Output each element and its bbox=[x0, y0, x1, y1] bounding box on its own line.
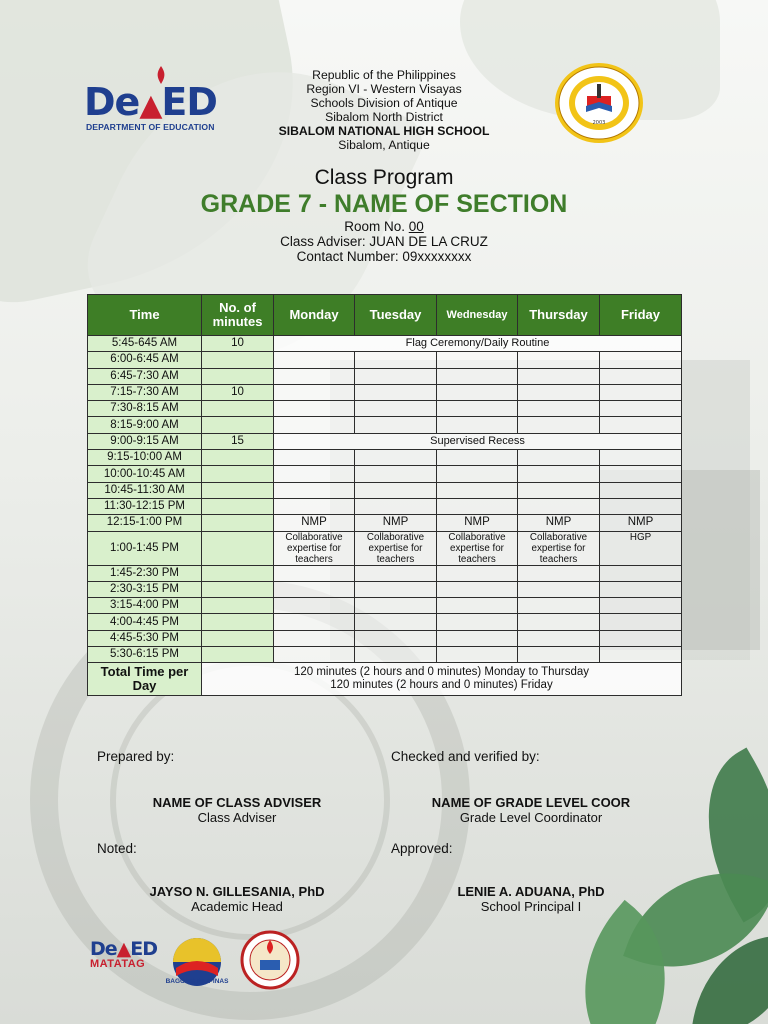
day-cell bbox=[355, 565, 437, 581]
table-row bbox=[88, 384, 682, 400]
day-cell bbox=[600, 581, 682, 597]
academic-head-role: Academic Head bbox=[191, 899, 283, 914]
class-adviser: Class Adviser: JUAN DE LA CRUZ bbox=[280, 234, 488, 249]
table-row bbox=[88, 598, 682, 614]
day-cell bbox=[600, 368, 682, 384]
table-row bbox=[88, 482, 682, 498]
day-cell bbox=[274, 565, 355, 581]
day-cell bbox=[518, 498, 600, 514]
deped-matatag-logo: De▲ED MATATAG bbox=[90, 938, 160, 986]
day-cell bbox=[600, 401, 682, 417]
time-cell: 3:15-4:00 PM bbox=[88, 598, 202, 614]
minutes-cell bbox=[202, 515, 274, 531]
column-header: No. of minutes bbox=[202, 295, 274, 336]
day-cell bbox=[355, 368, 437, 384]
minutes-cell bbox=[202, 352, 274, 368]
minutes-cell bbox=[202, 466, 274, 482]
minutes-cell bbox=[202, 647, 274, 663]
school-location: Sibalom, Antique bbox=[338, 138, 430, 152]
day-cell bbox=[437, 450, 518, 466]
academic-head-signature bbox=[97, 884, 377, 914]
class-info bbox=[0, 219, 768, 264]
day-cell bbox=[600, 498, 682, 514]
column-header: Tuesday bbox=[355, 295, 437, 336]
day-cell bbox=[355, 630, 437, 646]
time-cell: 7:15-7:30 AM bbox=[88, 384, 202, 400]
principal-name: LENIE A. ADUANA, PhD bbox=[457, 884, 605, 899]
table-row bbox=[88, 417, 682, 433]
minutes-cell bbox=[202, 581, 274, 597]
day-cell bbox=[355, 384, 437, 400]
day-cell bbox=[274, 368, 355, 384]
day-cell bbox=[355, 401, 437, 417]
day-cell bbox=[518, 352, 600, 368]
minutes-cell: 10 bbox=[202, 384, 274, 400]
day-cell bbox=[518, 614, 600, 630]
day-cell bbox=[600, 384, 682, 400]
table-row bbox=[88, 466, 682, 482]
day-cell bbox=[355, 498, 437, 514]
column-header: Monday bbox=[274, 295, 355, 336]
day-cell bbox=[355, 647, 437, 663]
minutes-cell bbox=[202, 368, 274, 384]
day-cell: Collaborative expertise for teachers bbox=[518, 531, 600, 565]
day-cell bbox=[437, 581, 518, 597]
time-cell: 9:15-10:00 AM bbox=[88, 450, 202, 466]
total-label: Total Time per Day bbox=[88, 663, 202, 696]
day-cell bbox=[437, 630, 518, 646]
table-row bbox=[88, 515, 682, 531]
day-cell bbox=[518, 466, 600, 482]
total-line: 120 minutes (2 hours and 0 minutes) Friday bbox=[330, 679, 553, 692]
day-cell bbox=[274, 384, 355, 400]
time-cell: 5:30-6:15 PM bbox=[88, 647, 202, 663]
day-cell bbox=[600, 614, 682, 630]
school-header bbox=[230, 68, 538, 152]
table-row bbox=[88, 450, 682, 466]
day-cell bbox=[274, 614, 355, 630]
header-line: Republic of the Philippines bbox=[312, 68, 456, 82]
minutes-cell bbox=[202, 614, 274, 630]
day-cell: NMP bbox=[600, 515, 682, 531]
coordinator-role: Grade Level Coordinator bbox=[459, 810, 603, 825]
time-cell: 10:00-10:45 AM bbox=[88, 466, 202, 482]
column-header: Thursday bbox=[518, 295, 600, 336]
column-header: Time bbox=[88, 295, 202, 336]
day-cell bbox=[274, 647, 355, 663]
table-row bbox=[88, 433, 682, 449]
day-cell bbox=[518, 482, 600, 498]
school-name: SIBALOM NATIONAL HIGH SCHOOL bbox=[278, 124, 490, 138]
day-cell bbox=[518, 417, 600, 433]
total-row bbox=[88, 663, 682, 696]
day-cell bbox=[437, 352, 518, 368]
day-cell bbox=[355, 352, 437, 368]
coordinator-signature bbox=[390, 795, 672, 825]
day-cell bbox=[600, 630, 682, 646]
table-row bbox=[88, 630, 682, 646]
noted-label: Noted: bbox=[97, 841, 137, 856]
activity-span-cell: Flag Ceremony/Daily Routine bbox=[274, 336, 682, 352]
day-cell bbox=[274, 598, 355, 614]
day-cell bbox=[437, 498, 518, 514]
minutes-cell bbox=[202, 417, 274, 433]
adviser-name: NAME OF CLASS ADVISER bbox=[152, 795, 322, 810]
day-cell: NMP bbox=[437, 515, 518, 531]
day-cell bbox=[355, 466, 437, 482]
day-cell bbox=[437, 565, 518, 581]
time-cell: 4:45-5:30 PM bbox=[88, 630, 202, 646]
table-row bbox=[88, 352, 682, 368]
academic-head-name: JAYSO N. GILLESANIA, PhD bbox=[149, 884, 325, 899]
day-cell: Collaborative expertise for teachers bbox=[437, 531, 518, 565]
minutes-cell bbox=[202, 565, 274, 581]
day-cell bbox=[355, 417, 437, 433]
day-cell bbox=[274, 466, 355, 482]
time-cell: 10:45-11:30 AM bbox=[88, 482, 202, 498]
day-cell bbox=[600, 417, 682, 433]
day-cell bbox=[437, 466, 518, 482]
day-cell bbox=[518, 368, 600, 384]
day-cell: NMP bbox=[518, 515, 600, 531]
day-cell: HGP bbox=[600, 531, 682, 565]
day-cell bbox=[518, 401, 600, 417]
header-line: Region VI - Western Visayas bbox=[306, 82, 462, 96]
svg-text:2003: 2003 bbox=[592, 120, 606, 126]
matatag-label: MATATAG bbox=[90, 958, 146, 970]
school-seal-logo bbox=[554, 62, 644, 144]
division-seal-logo bbox=[240, 930, 300, 990]
day-cell bbox=[355, 450, 437, 466]
deped-subtitle: DEPARTMENT OF EDUCATION bbox=[86, 122, 215, 132]
principal-signature bbox=[390, 884, 672, 914]
day-cell bbox=[600, 647, 682, 663]
day-cell bbox=[274, 352, 355, 368]
table-header-row bbox=[88, 295, 682, 336]
day-cell: NMP bbox=[274, 515, 355, 531]
day-cell bbox=[518, 647, 600, 663]
day-cell bbox=[600, 450, 682, 466]
table-row bbox=[88, 336, 682, 352]
day-cell bbox=[355, 482, 437, 498]
minutes-cell bbox=[202, 498, 274, 514]
table-row bbox=[88, 614, 682, 630]
time-cell: 9:00-9:15 AM bbox=[88, 433, 202, 449]
column-header: Friday bbox=[600, 295, 682, 336]
day-cell: Collaborative expertise for teachers bbox=[355, 531, 437, 565]
class-program-table bbox=[87, 294, 682, 696]
day-cell bbox=[600, 352, 682, 368]
time-cell: 1:00-1:45 PM bbox=[88, 531, 202, 565]
minutes-cell: 15 bbox=[202, 433, 274, 449]
table-row bbox=[88, 498, 682, 514]
day-cell bbox=[274, 630, 355, 646]
minutes-cell bbox=[202, 482, 274, 498]
day-cell bbox=[274, 401, 355, 417]
header-line: Sibalom North District bbox=[325, 110, 443, 124]
approved-label: Approved: bbox=[391, 841, 453, 856]
table-row bbox=[88, 401, 682, 417]
header-line: Schools Division of Antique bbox=[310, 96, 458, 110]
coordinator-name: NAME OF GRADE LEVEL COOR bbox=[431, 795, 631, 810]
minutes-cell bbox=[202, 401, 274, 417]
day-cell bbox=[355, 598, 437, 614]
day-cell bbox=[274, 581, 355, 597]
day-cell bbox=[518, 565, 600, 581]
bagong-pilipinas-label: BAGONG PILIPINAS bbox=[165, 978, 229, 985]
deped-logo: De▲ED DEPARTMENT OF EDUCATION bbox=[84, 76, 244, 136]
checked-label: Checked and verified by: bbox=[391, 749, 540, 764]
day-cell bbox=[437, 417, 518, 433]
prepared-label: Prepared by: bbox=[97, 749, 175, 764]
total-line: 120 minutes (2 hours and 0 minutes) Monday to Thursday bbox=[293, 666, 590, 679]
day-cell bbox=[518, 598, 600, 614]
day-cell bbox=[600, 565, 682, 581]
minutes-cell: 10 bbox=[202, 336, 274, 352]
minutes-cell bbox=[202, 630, 274, 646]
time-cell: 12:15-1:00 PM bbox=[88, 515, 202, 531]
day-cell bbox=[600, 482, 682, 498]
day-cell bbox=[518, 384, 600, 400]
table-row bbox=[88, 531, 682, 565]
room-label: Room No. bbox=[344, 219, 405, 234]
column-header: Wednesday bbox=[437, 295, 518, 336]
time-cell: 4:00-4:45 PM bbox=[88, 614, 202, 630]
time-cell: 6:00-6:45 AM bbox=[88, 352, 202, 368]
day-cell bbox=[355, 614, 437, 630]
torch-icon bbox=[150, 64, 172, 86]
day-cell bbox=[274, 482, 355, 498]
day-cell bbox=[437, 598, 518, 614]
day-cell bbox=[274, 417, 355, 433]
contact-number: Contact Number: 09xxxxxxxx bbox=[296, 249, 472, 264]
total-summary bbox=[202, 663, 682, 696]
document-title: Class Program bbox=[314, 166, 454, 189]
day-cell bbox=[518, 581, 600, 597]
day-cell bbox=[437, 401, 518, 417]
time-cell: 11:30-12:15 PM bbox=[88, 498, 202, 514]
adviser-role: Class Adviser bbox=[197, 810, 277, 825]
day-cell bbox=[274, 450, 355, 466]
time-cell: 1:45-2:30 PM bbox=[88, 565, 202, 581]
minutes-cell bbox=[202, 450, 274, 466]
day-cell bbox=[518, 450, 600, 466]
day-cell: Collaborative expertise for teachers bbox=[274, 531, 355, 565]
day-cell bbox=[437, 368, 518, 384]
minutes-cell bbox=[202, 531, 274, 565]
time-cell: 7:30-8:15 AM bbox=[88, 401, 202, 417]
day-cell bbox=[274, 498, 355, 514]
day-cell bbox=[437, 384, 518, 400]
time-cell: 5:45-645 AM bbox=[88, 336, 202, 352]
time-cell: 6:45-7:30 AM bbox=[88, 368, 202, 384]
grade-section-title: GRADE 7 - NAME OF SECTION bbox=[200, 190, 568, 218]
day-cell bbox=[437, 482, 518, 498]
day-cell bbox=[518, 630, 600, 646]
room-number: 00 bbox=[408, 219, 424, 234]
time-cell: 8:15-9:00 AM bbox=[88, 417, 202, 433]
day-cell bbox=[600, 466, 682, 482]
day-cell bbox=[355, 581, 437, 597]
time-cell: 2:30-3:15 PM bbox=[88, 581, 202, 597]
principal-role: School Principal I bbox=[480, 899, 582, 914]
table-row bbox=[88, 565, 682, 581]
table-row bbox=[88, 581, 682, 597]
day-cell bbox=[437, 647, 518, 663]
minutes-cell bbox=[202, 598, 274, 614]
day-cell: NMP bbox=[355, 515, 437, 531]
day-cell bbox=[437, 614, 518, 630]
adviser-signature bbox=[97, 795, 377, 825]
activity-span-cell: Supervised Recess bbox=[274, 433, 682, 449]
table-row bbox=[88, 647, 682, 663]
table-row bbox=[88, 368, 682, 384]
day-cell bbox=[600, 598, 682, 614]
